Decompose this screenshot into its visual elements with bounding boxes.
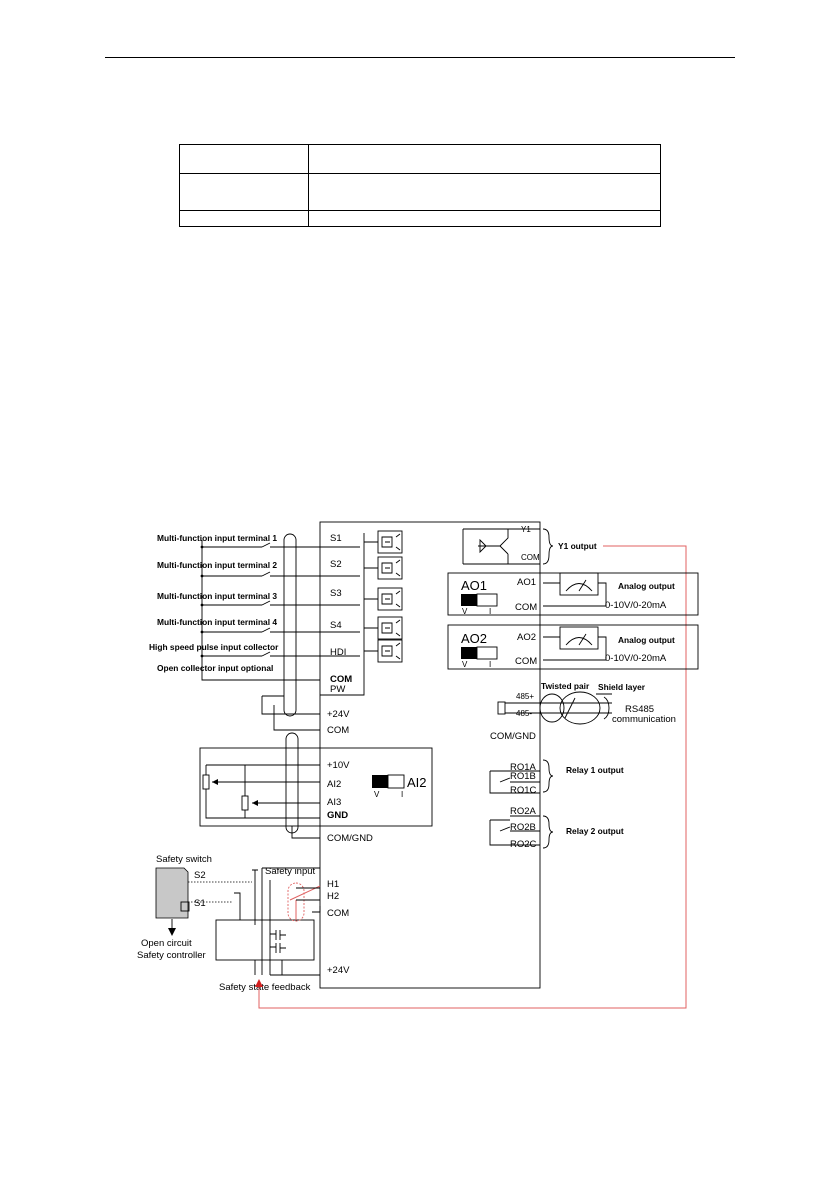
ao2-com: COM <box>515 656 538 667</box>
relay1-label: Relay 1 output <box>566 765 624 775</box>
rs485-plus: 485+ <box>516 692 535 701</box>
inverter-control-board <box>320 522 540 988</box>
ao1-meter <box>560 573 598 595</box>
plus24v-wire <box>262 696 320 714</box>
safety-controller-label: Safety controller <box>137 950 206 961</box>
ai2-switch-v: V <box>374 790 380 799</box>
input-label-open-collector: Open collector input optional <box>157 663 274 673</box>
ao1-v: V <box>462 607 468 616</box>
safety-s2: S2 <box>194 870 206 881</box>
safety-feedback-label: Safety state feedback <box>219 982 311 993</box>
input-wire-4 <box>202 628 320 632</box>
ao2-wires <box>543 637 606 660</box>
safety-input-label: Safety input <box>265 866 316 877</box>
ro2a: RO2A <box>510 806 536 817</box>
ao1-terminal: AO1 <box>517 577 537 588</box>
input-shield <box>284 534 296 716</box>
input-wire-hdi <box>202 652 320 656</box>
safety-controller-box <box>216 920 314 960</box>
ao1-box-label: AO1 <box>461 578 488 593</box>
terminal-hdi: HDI <box>330 647 347 658</box>
relay1-brace <box>543 760 553 792</box>
terminal-gnd: GND <box>327 810 349 821</box>
input-label-3: Multi-function input terminal 3 <box>157 591 278 601</box>
safety-red-wire <box>290 886 320 920</box>
ai2-switch-off <box>388 775 404 788</box>
ao2-label: Analog output <box>618 635 675 645</box>
safety-s1: S1 <box>194 898 206 909</box>
rs485-communication: communication <box>612 714 676 725</box>
ao1-section <box>448 573 698 616</box>
relay2-brace <box>543 816 553 848</box>
ao2-section <box>448 625 698 669</box>
y1-terminal: Y1 <box>521 525 531 534</box>
ro1c: RO1C <box>510 785 537 796</box>
ro2c: RO2C <box>510 839 537 850</box>
ao1-i: I <box>489 607 492 616</box>
ao2-meter <box>560 627 598 649</box>
safety-h1: H1 <box>327 879 340 890</box>
y1-brace <box>543 529 553 564</box>
terminal-s3: S3 <box>330 588 342 599</box>
relay1-section <box>490 760 624 796</box>
safety-controller-leads <box>255 868 270 975</box>
terminal-s4: S4 <box>330 620 342 631</box>
potentiometer-2 <box>242 796 248 810</box>
rs485-brace <box>604 697 609 719</box>
rs485-label: RS485 <box>625 704 655 715</box>
analog-input-box <box>200 748 432 826</box>
safety-24v-wire <box>270 960 320 975</box>
ao1-meter-needle <box>566 580 592 591</box>
ai2-switch-label: AI2 <box>407 775 427 790</box>
terminal-com: COM <box>330 674 353 685</box>
ao1-label: Analog output <box>618 581 675 591</box>
com-wire <box>274 705 320 730</box>
input-wire-3 <box>202 601 320 605</box>
input-label-hdi: High speed pulse input collector <box>149 642 279 652</box>
ao2-v: V <box>462 660 468 669</box>
terminal-com-gnd: COM/GND <box>327 833 373 844</box>
terminal-pw: PW <box>330 684 346 695</box>
ao1-range: 0-10V/0-20mA <box>605 600 667 611</box>
potentiometer-1 <box>203 775 209 789</box>
terminal-ai2: AI2 <box>327 779 342 790</box>
safety-relay-contacts <box>270 930 286 953</box>
ao2-terminal: AO2 <box>517 632 537 643</box>
twisted-pair-label: Twisted pair <box>541 681 590 691</box>
terminal-com-2: COM <box>327 725 350 736</box>
terminal-s1: S1 <box>330 533 342 544</box>
rs485-shield-loop <box>560 692 600 724</box>
ai2-switch-on <box>372 775 388 788</box>
terminal-plus10v: +10V <box>327 760 350 771</box>
safety-switch-label: Safety switch <box>156 854 212 865</box>
analog-signal-wires <box>212 782 320 803</box>
digital-input-section <box>149 531 402 736</box>
rs485-section <box>490 681 676 742</box>
shield-layer-label: Shield layer <box>598 682 646 692</box>
ao2-i: I <box>489 660 492 669</box>
input-label-4: Multi-function input terminal 4 <box>157 617 278 627</box>
ao2-meter-needle <box>566 634 592 645</box>
rs485-com-gnd: COM/GND <box>490 731 536 742</box>
input-wire-1 <box>202 543 320 547</box>
analog-input-section <box>200 733 432 844</box>
ao1-com: COM <box>515 602 538 613</box>
open-circuit-label: Open circuit <box>141 938 192 949</box>
internal-bus <box>320 533 364 695</box>
safety-plus24v: +24V <box>327 965 350 976</box>
ao2-box-label: AO2 <box>461 631 488 646</box>
relay2-label: Relay 2 output <box>566 826 624 836</box>
input-label-1: Multi-function input terminal 1 <box>157 533 278 543</box>
ro1a: RO1A <box>510 762 536 773</box>
ao1-wires <box>543 583 606 606</box>
terminal-ai3: AI3 <box>327 797 342 808</box>
rs485-resistor <box>498 702 505 714</box>
ro2b: RO2B <box>510 822 536 833</box>
terminal-plus24v: +24V <box>327 709 350 720</box>
y1-output-label: Y1 output <box>558 541 597 551</box>
input-label-2: Multi-function input terminal 2 <box>157 560 278 570</box>
analog-com-wire <box>292 826 320 838</box>
y1-output-section <box>463 525 597 564</box>
open-circuit-arrow <box>168 928 176 936</box>
ai2-switch-i: I <box>401 790 404 799</box>
relay2-section <box>490 806 624 850</box>
rs485-minus: 485- <box>516 709 533 718</box>
terminal-s2: S2 <box>330 559 342 570</box>
ro1b: RO1B <box>510 771 536 782</box>
y1-com: COM <box>521 553 540 562</box>
optocoupler-array <box>364 531 402 662</box>
ao2-range: 0-10V/0-20mA <box>605 653 667 664</box>
analog-supply-wires <box>206 765 320 818</box>
safety-h2: H2 <box>327 891 340 902</box>
safety-switch-body <box>156 868 188 918</box>
y1-transistor <box>478 529 508 564</box>
safety-com: COM <box>327 908 350 919</box>
input-wire-2 <box>202 572 320 576</box>
safety-contacts <box>234 870 258 920</box>
